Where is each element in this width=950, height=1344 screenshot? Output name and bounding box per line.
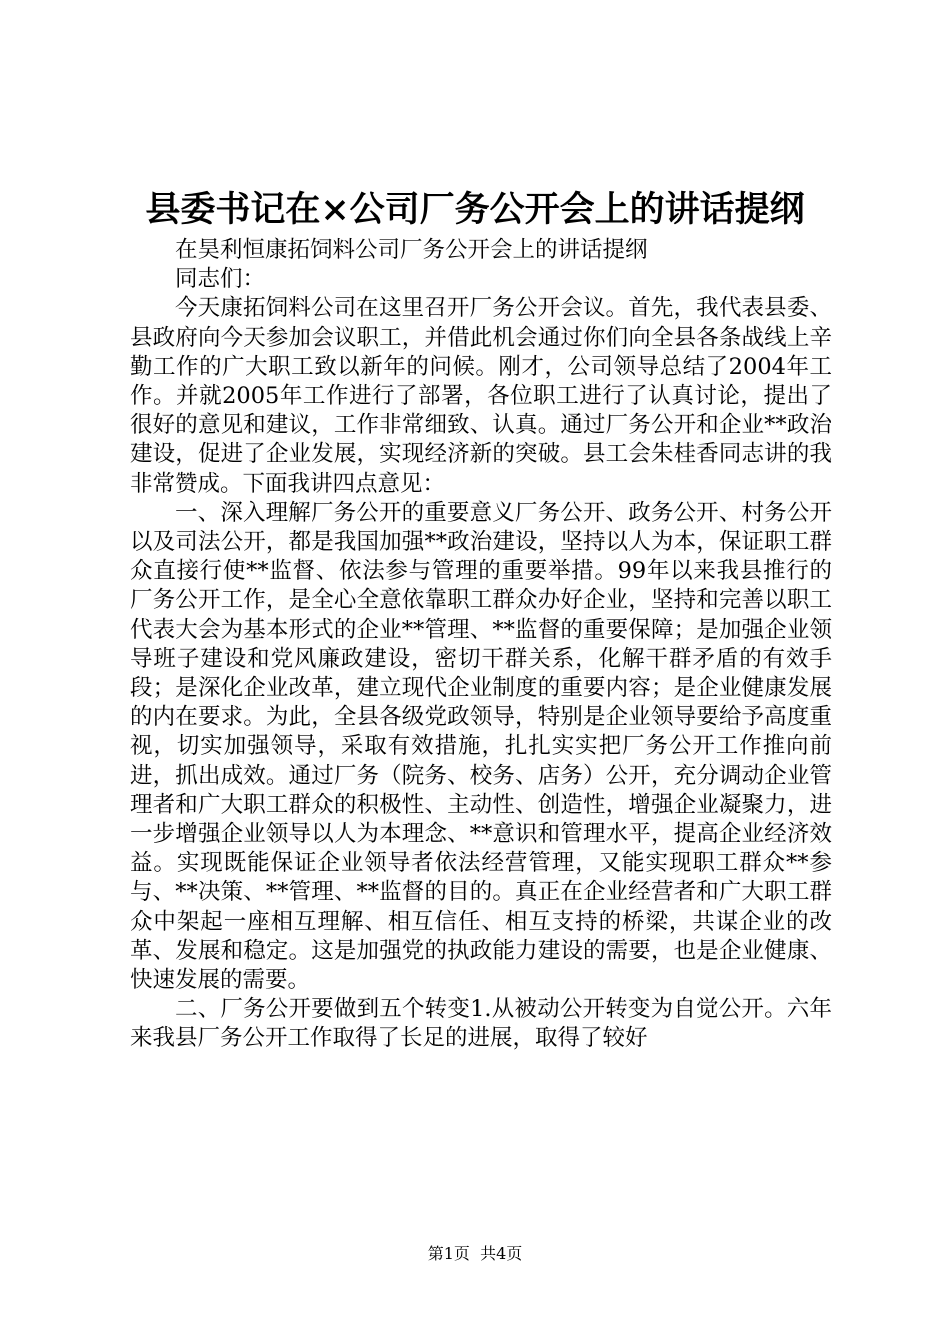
body-paragraph: 在昊利恒康拓饲料公司厂务公开会上的讲话提纲 (175, 237, 648, 263)
document-body (130, 236, 832, 1054)
body-paragraph: 二、厂务公开要做到五个转变1.从被动公开转变为自觉公开。六年来我县厂务公开工作取得了长足的进展，取得了较好 (130, 996, 832, 1052)
body-paragraph: 今天康拓饲料公司在这里召开厂务公开会议。首先，我代表县委、县政府向今天参加会议职工，并借此机会通过你们向全县各条战线上辛勤工作的广大职工致以新年的问候。刚才，公司领导总结了2004年工作。并就2005年工作进行了部署，各位职工进行了认真讨论，提出了很好的意见和建议，工作非常细致、认真。通过厂务公开和企业**政治建设，促进了企业发展，实现经济新的突破。县工会朱桂香同志讲的我非常赞成。下面我讲四点意见： (130, 295, 832, 497)
body-paragraph: 同志们： (175, 266, 266, 293)
body-paragraph: 一、深入理解厂务公开的重要意义厂务公开、政务公开、村务公开以及司法公开，都是我国加强**政治建设，坚持以人为本，保证职工群众直接行使**监督、依法参与管理的重要举措。99年以来我县推行的厂务公开工作，是全心全意依靠职工群众办好企业，坚持和完善以职工代表大会为基本形式的企业**管理、**监督的重要保障；是加强企业领导班子建设和党风廉政建设，密切干群关系，化解干群矛盾的有效手段；是深化企业改革，建立现代企业制度的重要内容；是企业健康发展的内在要求。为此，全县各级党政领导，特别是企业领导要给予高度重视，切实加强领导，采取有效措施，扎扎实实把厂务公开工作推向前进，抓出成效。通过厂务（院务、校务、店务）公开，充分调动企业管理者和广大职工群众的积极性、主动性、创造性，增强企业凝聚力，进一步增强企业领导以人为本理念、**意识和管理水平，提高企业经济效益。实现既能保证企业领导者依法经营管理，又能实现职工群众**参与、**决策、**管理、**监督的目的。真正在企业经营者和广大职工群众中架起一座相互理解、相互信任、相互支持的桥梁，共谋企业的改革、发展和稳定。这是加强党的执政能力建设的需要，也是企业健康、快速发展的需要。 (130, 499, 832, 994)
page-footer: 第1页 共4页 (427, 1244, 523, 1263)
document-title: 县委书记在×公司厂务公开会上的讲话提纲 (145, 189, 805, 230)
